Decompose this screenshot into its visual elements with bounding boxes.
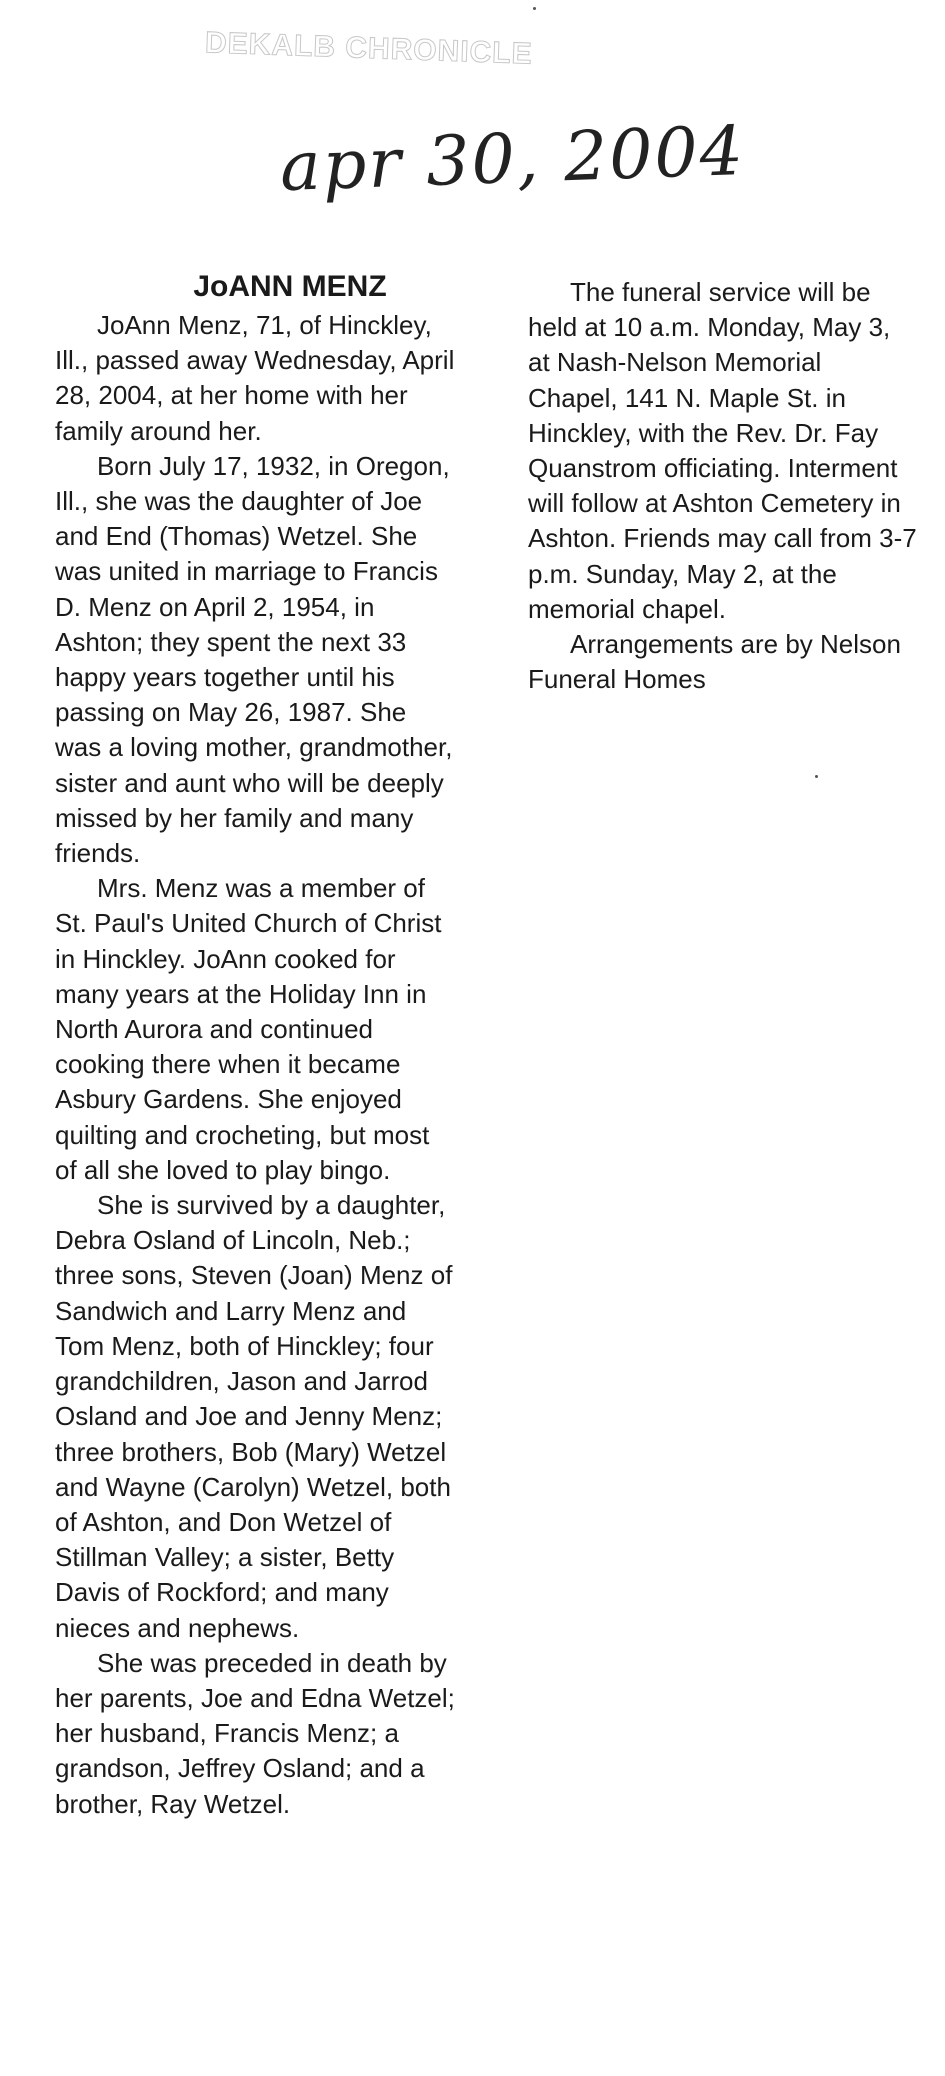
paragraph-death-notice: JoAnn Menz, 71, of Hinckley, Ill., passed away Wednesday, April 28, 2004, at her home with her family around her. xyxy=(55,310,455,446)
obituary-right-column xyxy=(528,275,918,697)
paragraph-preceded: She was preceded in death by her parents, Joe and Edna Wetzel; her husband, Francis Menz; a grandson, Jeffrey Osland; and a brother, Ray Wetzel. xyxy=(55,1647,455,1819)
scan-speck xyxy=(815,775,818,778)
obituary-left-column xyxy=(55,268,455,1822)
paragraph-arrangements: Arrangements are by Nelson Funeral Homes xyxy=(528,629,901,695)
paragraph-church-work: Mrs. Menz was a member of St. Paul's United Church of Christ in Hinckley. JoAnn cooked for many years at the Holiday Inn in North Aurora and continued cooking there when it became Asbury Gardens. She enjoyed quilting and crocheting, but most of all she loved to play bingo. xyxy=(55,873,442,1185)
paragraph-survivors: She is survived by a daughter, Debra Osland of Lincoln, Neb.; three sons, Steven (Joan) Menz of Sandwich and Larry Menz and Tom Menz, both of Hinckley; four grandchildren, Jason and Jarrod Osland and Joe and Jenny Menz; three brothers, Bob (Mary) Wetzel and Wayne (Carolyn) Wetzel, both of Ashton, and Don Wetzel of Stillman Valley; a sister, Betty Davis of Rockford; and many nieces and nephews. xyxy=(55,1190,453,1643)
paragraph-biography: Born July 17, 1932, in Oregon, Ill., she was the daughter of Joe and End (Thomas) Wetzel. She was united in marriage to Francis D. Menz on April 2, 1954, in Ashton; they spent the next 33 happy years together until his passing on May 26, 1987. She was a loving mother, grandmother, sister and aunt who will be deeply missed by her family and many friends. xyxy=(55,450,453,869)
newspaper-stamp: DEKALB CHRONICLE xyxy=(204,26,534,71)
scan-speck xyxy=(533,7,536,10)
obituary-headline: JoANN MENZ xyxy=(193,270,387,303)
paragraph-funeral-service: The funeral service will be held at 10 a.m. Monday, May 3, at Nash-Nelson Memorial Chapel, 141 N. Maple St. in Hinckley, with the Rev. Dr. Fay Quanstrom officiating. Interment will follow at Ashton Cemetery in Ashton. Friends may call from 3-7 p.m. Sunday, May 2, at the memorial chapel. xyxy=(528,277,917,624)
handwritten-date: apr 30, 2004 xyxy=(278,111,747,208)
